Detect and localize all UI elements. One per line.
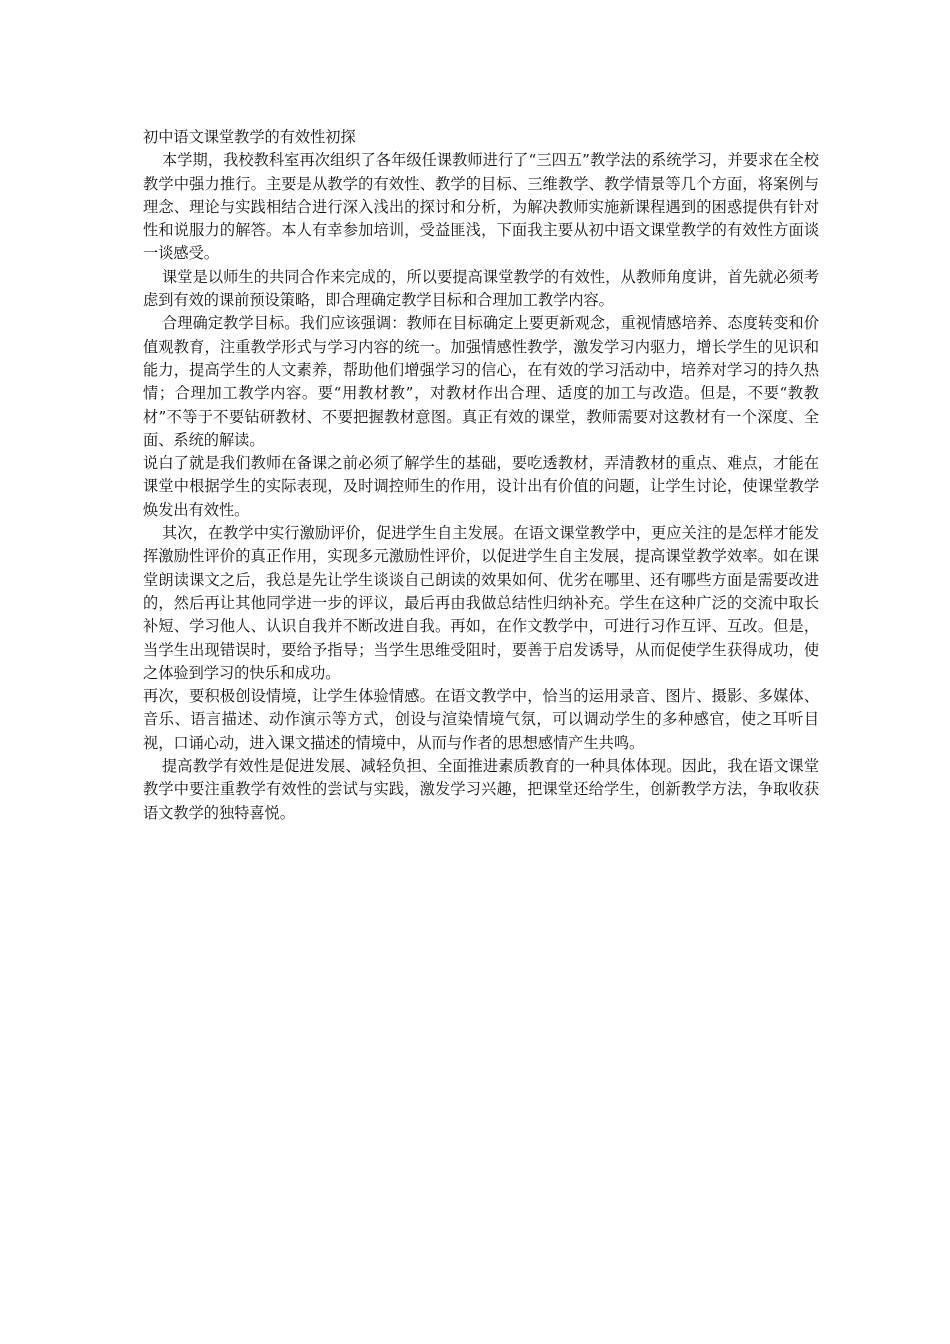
paragraph-intro: 本学期，我校教科室再次组织了各年级任课教师进行了“三四五”教学法的系统学习，并要求在全校教学中强力推行。主要是从教学的有效性、教学的目标、三维教学、教学情景等几个方面，将案例与理念、理论与实践相结合进行深入浅出的探讨和分析，为解决教师实施新课程遇到的困惑提供有针对性和说服力的解答。本人有幸参加培训，受益匪浅，下面我主要从初中语文课堂教学的有效性方面谈一谈感受。 xyxy=(143,151,819,263)
document-body xyxy=(143,126,819,825)
document-title: 初中语文课堂教学的有效性初探 xyxy=(143,128,356,146)
paragraph-incentive-evaluation: 其次，在教学中实行激励评价，促进学生自主发展。在语文课堂教学中，更应关注的是怎样才能发挥激励性评价的真正作用，实现多元激励性评价，以促进学生自主发展，提高课堂教学效率。如在课堂朗读课文之后，我总是先让学生谈谈自己朗读的效果如何、优劣在哪里、还有哪些方面是需要改进的，然后再让其他同学进一步的评议，最后再由我做总结性归纳补充。学生在这种广泛的交流中取长补短、学习他人、认识自我并不断改进自我。再如，在作文教学中，可进行习作互评、互改。但是，当学生出现错误时，要给予指导；当学生思维受阻时，要善于启发诱导，从而促使学生获得成功，使之体验到学习的快乐和成功。 xyxy=(143,524,819,682)
paragraph-lesson-preparation: 说白了就是我们教师在备课之前必须了解学生的基础，要吃透教材，弄清教材的重点、难点，才能在课堂中根据学生的实际表现，及时调控师生的作用，设计出有价值的问题，让学生讨论，使课堂教学焕发出有效性。 xyxy=(143,454,819,519)
paragraph-teaching-goals: 合理确定教学目标。我们应该强调：教师在目标确定上要更新观念，重视情感培养、态度转变和价值观教育，注重教学形式与学习内容的统一。加强情感性教学，激发学习内驱力，增长学生的见识和能力，提高学生的人文素养，帮助他们增强学习的信心，在有效的学习活动中，培养对学习的持久热情；合理加工教学内容。要“用教材教”，对教材作出合理、适度的加工与改造。但是，不要“教教材”不等于不要钻研教材、不要把握教材意图。真正有效的课堂，教师需要对这教材有一个深度、全面、系统的解读。 xyxy=(143,314,819,449)
paragraph-classroom-cooperation: 课堂是以师生的共同合作来完成的，所以要提高课堂教学的有效性，从教师角度讲，首先就必须考虑到有效的课前预设策略，即合理确定教学目标和合理加工教学内容。 xyxy=(143,267,819,310)
paragraph-create-situations: 再次，要积极创设情境，让学生体验情感。在语文教学中，恰当的运用录音、图片、摄影、多媒体、音乐、语言描述、动作演示等方式，创设与渲染情境气氛，可以调动学生的多种感官，使之耳听目视，口诵心动，进入课文描述的情境中，从而与作者的思想感情产生共鸣。 xyxy=(143,687,819,752)
paragraph-conclusion: 提高教学有效性是促进发展、减轻负担、全面推进素质教育的一种具体体现。因此，我在语文课堂教学中要注重教学有效性的尝试与实践，激发学习兴趣，把课堂还给学生，创新教学方法，争取收获语文教学的独特喜悦。 xyxy=(143,757,819,822)
